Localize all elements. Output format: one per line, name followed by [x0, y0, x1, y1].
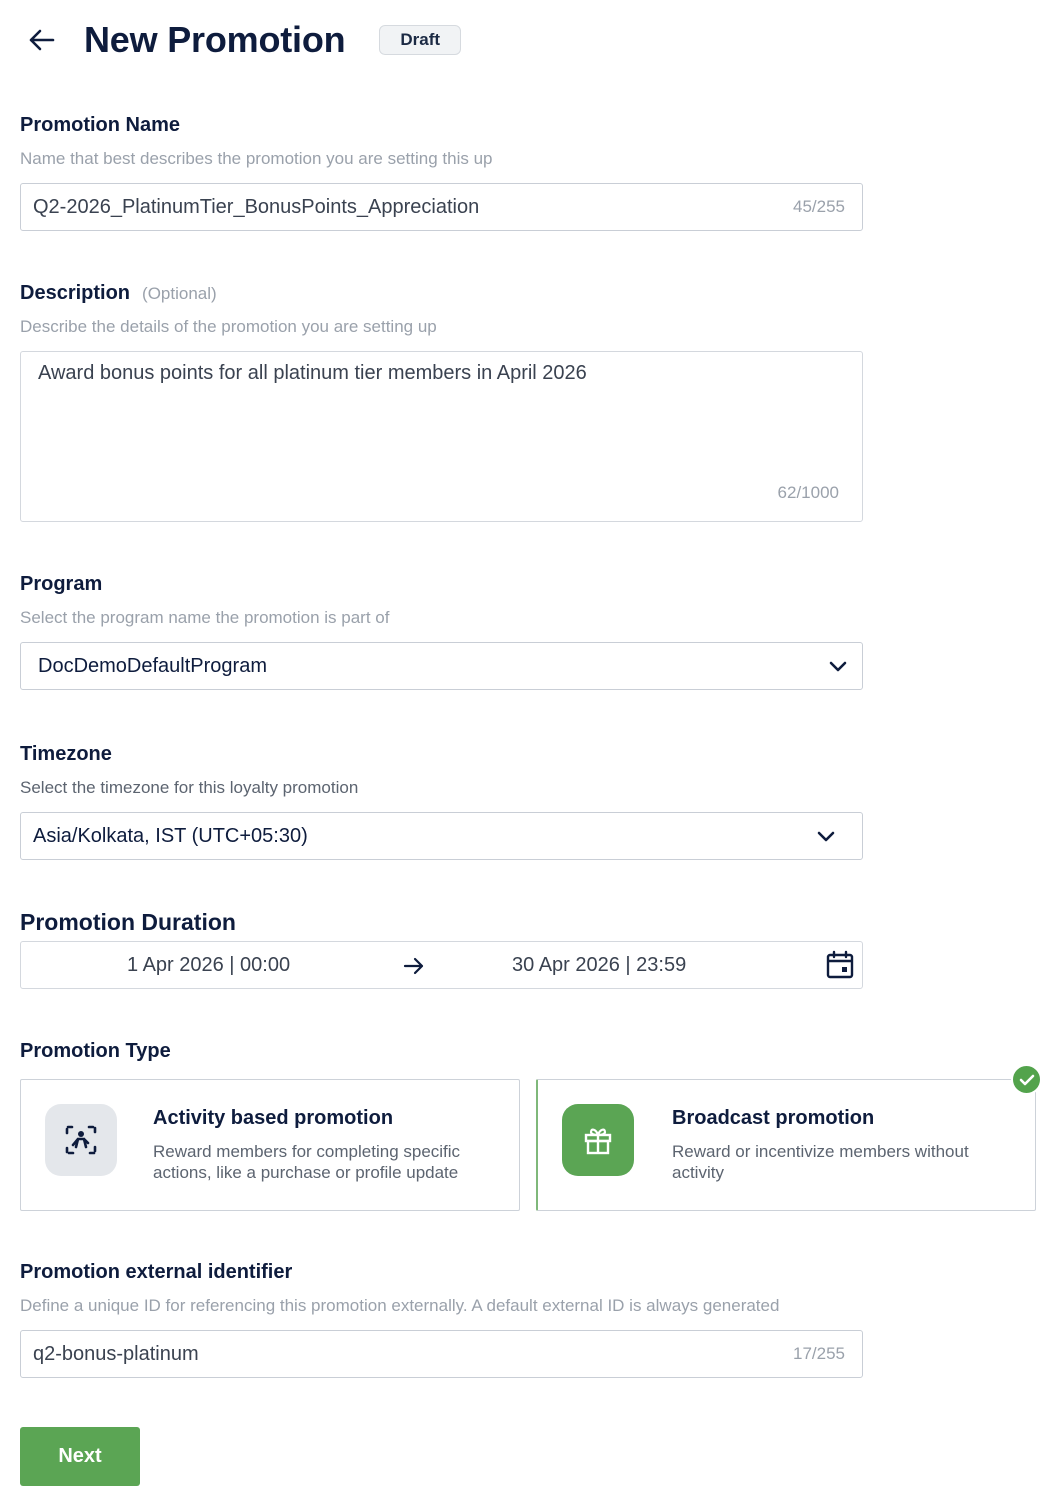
status-badge: Draft — [379, 25, 461, 55]
calendar-icon[interactable] — [825, 950, 855, 980]
program-value: DocDemoDefaultProgram — [38, 654, 267, 677]
description-field — [20, 282, 863, 522]
promotion-name-field — [20, 114, 863, 231]
promotion-name-value: Q2-2026_PlatinumTier_BonusPoints_Appreciation — [33, 195, 480, 218]
chevron-down-icon — [828, 656, 848, 676]
external-id-label: Promotion external identifier — [20, 1261, 293, 1283]
gift-icon — [562, 1104, 634, 1176]
arrow-left-icon — [27, 28, 55, 52]
broadcast-option[interactable] — [536, 1079, 1036, 1211]
duration-section — [20, 909, 863, 936]
chevron-down-icon — [816, 826, 836, 846]
description-counter: 62/1000 — [777, 483, 839, 502]
page-header — [20, 16, 461, 64]
activity-description: Reward members for completing specific actions, like a purchase or profile update — [153, 1142, 461, 1182]
external-id-hint: Define a unique ID for referencing this promotion externally. A default external ID is always generated — [20, 1296, 780, 1315]
external-id-value: q2-bonus-platinum — [33, 1342, 199, 1365]
activity-scan-icon — [45, 1104, 117, 1176]
external-id-counter: 17/255 — [793, 1344, 845, 1363]
broadcast-description: Reward or incentivize members without activity — [672, 1142, 969, 1182]
next-button[interactable]: Next — [20, 1427, 140, 1486]
timezone-field — [20, 743, 863, 860]
arrow-right-icon — [403, 956, 425, 976]
end-date: 30 Apr 2026 | 23:59 — [512, 953, 687, 976]
promotion-type-label: Promotion Type — [20, 1040, 171, 1062]
activity-based-option[interactable] — [20, 1079, 520, 1211]
description-label-row — [20, 282, 863, 305]
activity-title: Activity based promotion — [153, 1107, 394, 1129]
broadcast-title: Broadcast promotion — [672, 1107, 875, 1129]
program-select[interactable] — [20, 642, 863, 690]
external-id-field — [20, 1261, 863, 1378]
description-hint: Describe the details of the promotion you are setting up — [20, 317, 437, 336]
timezone-select[interactable] — [20, 812, 863, 860]
description-label: Description — [20, 282, 131, 304]
page-title: New Promotion — [84, 19, 346, 60]
program-label: Program — [20, 573, 103, 595]
back-button[interactable] — [20, 19, 62, 61]
program-field — [20, 573, 863, 690]
promotion-name-hint: Name that best describes the promotion you are setting this up — [20, 149, 493, 168]
date-range-picker[interactable] — [20, 941, 863, 989]
description-value: Award bonus points for all platinum tier members in April 2026 — [38, 362, 587, 384]
program-hint: Select the program name the promotion is part of — [20, 608, 390, 627]
promotion-type-section — [20, 1040, 863, 1063]
duration-label: Promotion Duration — [20, 909, 236, 935]
description-textarea[interactable] — [20, 351, 863, 522]
timezone-label: Timezone — [20, 743, 112, 765]
timezone-value: Asia/Kolkata, IST (UTC+05:30) — [33, 824, 308, 847]
promotion-name-label: Promotion Name — [20, 114, 181, 136]
timezone-hint: Select the timezone for this loyalty promotion — [20, 778, 359, 797]
start-date: 1 Apr 2026 | 00:00 — [127, 953, 291, 976]
external-id-input[interactable] — [20, 1330, 863, 1378]
promotion-name-counter: 45/255 — [793, 197, 845, 216]
selected-check-icon — [1011, 1064, 1042, 1095]
promotion-name-input[interactable] — [20, 183, 863, 231]
optional-tag: (Optional) — [142, 284, 217, 303]
